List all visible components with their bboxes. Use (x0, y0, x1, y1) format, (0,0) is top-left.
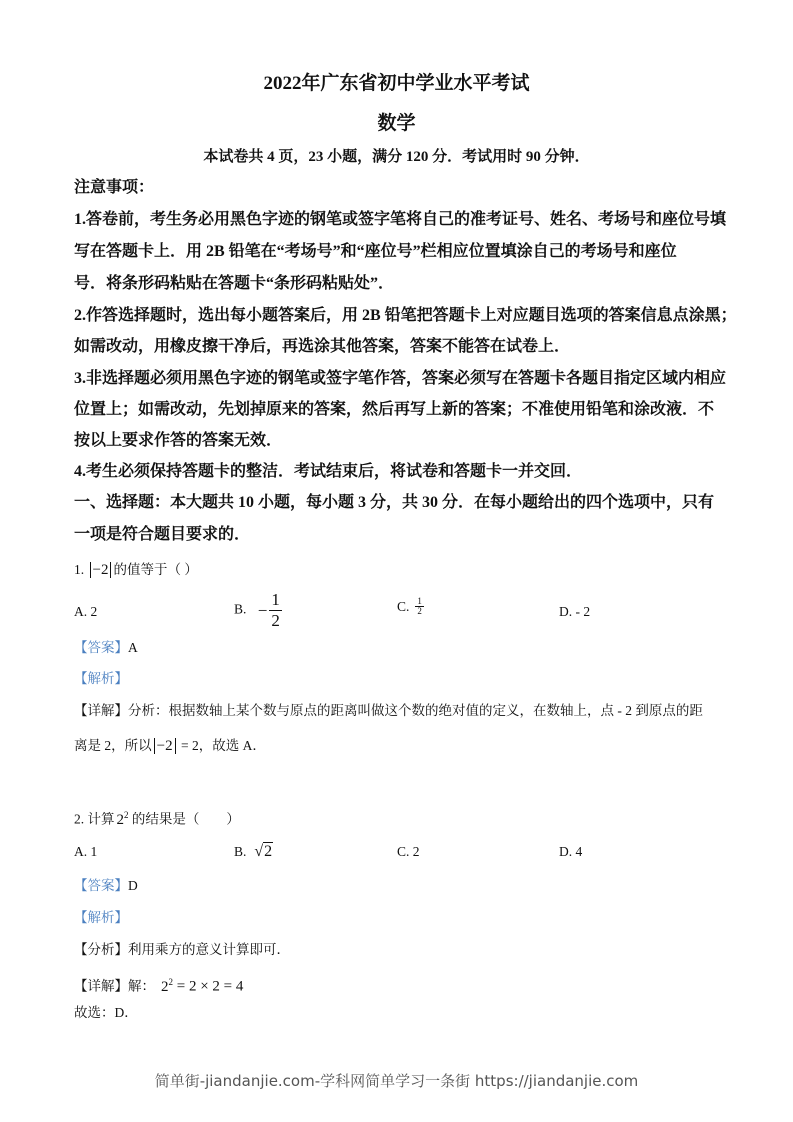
abs-expr: −2 (154, 738, 176, 754)
q1-option-c (397, 596, 424, 617)
fraction (269, 590, 282, 631)
answer-value: D (128, 878, 138, 893)
fraction (415, 597, 424, 616)
q2-analysis-tag: 【解析】 (74, 910, 128, 925)
q1-detail-line (74, 701, 703, 721)
fenxi-text: 利用乘方的意义计算即可． (128, 942, 290, 957)
power-base: 2 (116, 811, 124, 828)
q1-option-b (234, 590, 282, 631)
q2-stem-text: 的结果是（ ） (128, 811, 240, 827)
power-exponent: 2 (124, 810, 129, 820)
detail-text: 分析：根据数轴上某个数与原点的距离叫做这个数的绝对值的定义，在数轴上，点 - 2 到原点的距 (128, 703, 703, 718)
q2-stem (74, 805, 240, 830)
answer-value: A (128, 640, 138, 655)
detail-tag: 【详解】 (74, 978, 128, 994)
notice-heading: 注意事项： (74, 179, 155, 196)
section-heading: 一、选择题：本大题共 10 小题，每小题 3 分，共 30 分．在每小题给出的四个选项中，只有 (74, 494, 715, 511)
q1-stem (74, 560, 198, 580)
option-label: B. (234, 844, 247, 859)
q2-option-d: D. 4 (559, 844, 583, 859)
radicand: 2 (264, 843, 273, 860)
q2-conclusion: 故选：D． (74, 1005, 138, 1020)
numerator: 1 (271, 590, 280, 609)
q1-option-d: D. - 2 (559, 604, 591, 619)
option-label: B. (234, 601, 247, 617)
section-heading: 一项是符合题目要求的． (74, 526, 251, 543)
notice-line: 按以上要求作答的答案无效． (74, 432, 283, 449)
answer-tag: 【答案】 (74, 878, 128, 893)
q2-option-c: C. 2 (397, 844, 420, 859)
option-label: C. (397, 598, 410, 614)
q2-answer (74, 876, 138, 896)
sqrt-expr: √2 (254, 843, 273, 860)
q2-fenxi (74, 940, 290, 960)
q1-option-a: A. 2 (74, 604, 98, 619)
denominator: 2 (417, 606, 422, 617)
numerator: 1 (417, 596, 422, 607)
q1-number: 1. (74, 562, 85, 577)
notice-line: 位置上；如需改动，先划掉原来的答案，然后再写上新的答案；不准使用铅笔和涂改液．不 (74, 401, 715, 418)
notice-line: 2.作答选择题时，选出每小题答案后，用 2B 铅笔把答题卡上对应题目选项的答案信息点涂黑； (74, 307, 737, 324)
q1-stem-text: 的值等于（ ） (113, 562, 198, 577)
power-exponent: 2 (168, 977, 173, 987)
answer-tag: 【答案】 (74, 640, 128, 655)
power-base: 2 (161, 978, 169, 995)
notice-line: 1.答卷前，考生务必用黑色字迹的钢笔或签字笔将自己的准考证号、姓名、考场号和座位号填 (74, 211, 727, 228)
q2-number: 2. 计算 (74, 811, 115, 827)
denominator: 2 (271, 611, 280, 630)
notice-line: 如需改动，用橡皮擦干净后，再选涂其他答案，答案不能答在试卷上． (74, 338, 571, 355)
q1-analysis-tag: 【解析】 (74, 671, 128, 686)
notice-line: 写在答题卡上．用 2B 铅笔在“考场号”和“座位号”栏相应位置填涂自己的考场号和座位 (74, 243, 677, 260)
notice-line: 4.考生必须保持答题卡的整洁．考试结束后，将试卷和答题卡一并交回． (74, 463, 583, 480)
subject-title: 数学 (377, 113, 416, 134)
detail-tag: 【详解】 (74, 703, 128, 718)
footer-watermark: 简单街-jiandanjie.com-学科网简单学习一条街 https://jiandanjie.com (154, 1072, 639, 1090)
fenxi-tag: 【分析】 (74, 942, 128, 957)
notice-line: 3.非选择题必须用黑色字迹的钢笔或签字笔作答，答案必须写在答题卡各题目指定区域内相应 (74, 370, 727, 387)
q1-answer (74, 638, 138, 658)
q2-option-a: A. 1 (74, 844, 98, 859)
detail-equation: = 2 × 2 = 4 (173, 978, 244, 995)
exam-title: 2022年广东省初中学业水平考试 (263, 73, 530, 94)
detail-text: 离是 2，所以 (74, 738, 152, 753)
q2-option-b (234, 842, 273, 862)
q1-abs-expr: −2 (90, 562, 112, 578)
detail-prefix: 解： (128, 978, 155, 994)
q2-detail (74, 972, 243, 997)
notice-line: 号．将条形码粘贴在答题卡“条形码粘贴处”． (74, 275, 395, 292)
minus-sign: − (257, 600, 268, 620)
exam-info: 本试卷共 4 页，23 小题，满分 120 分．考试用时 90 分钟． (203, 149, 590, 165)
q1-detail-line (74, 736, 266, 756)
detail-text: = 2，故选 A． (177, 738, 266, 753)
